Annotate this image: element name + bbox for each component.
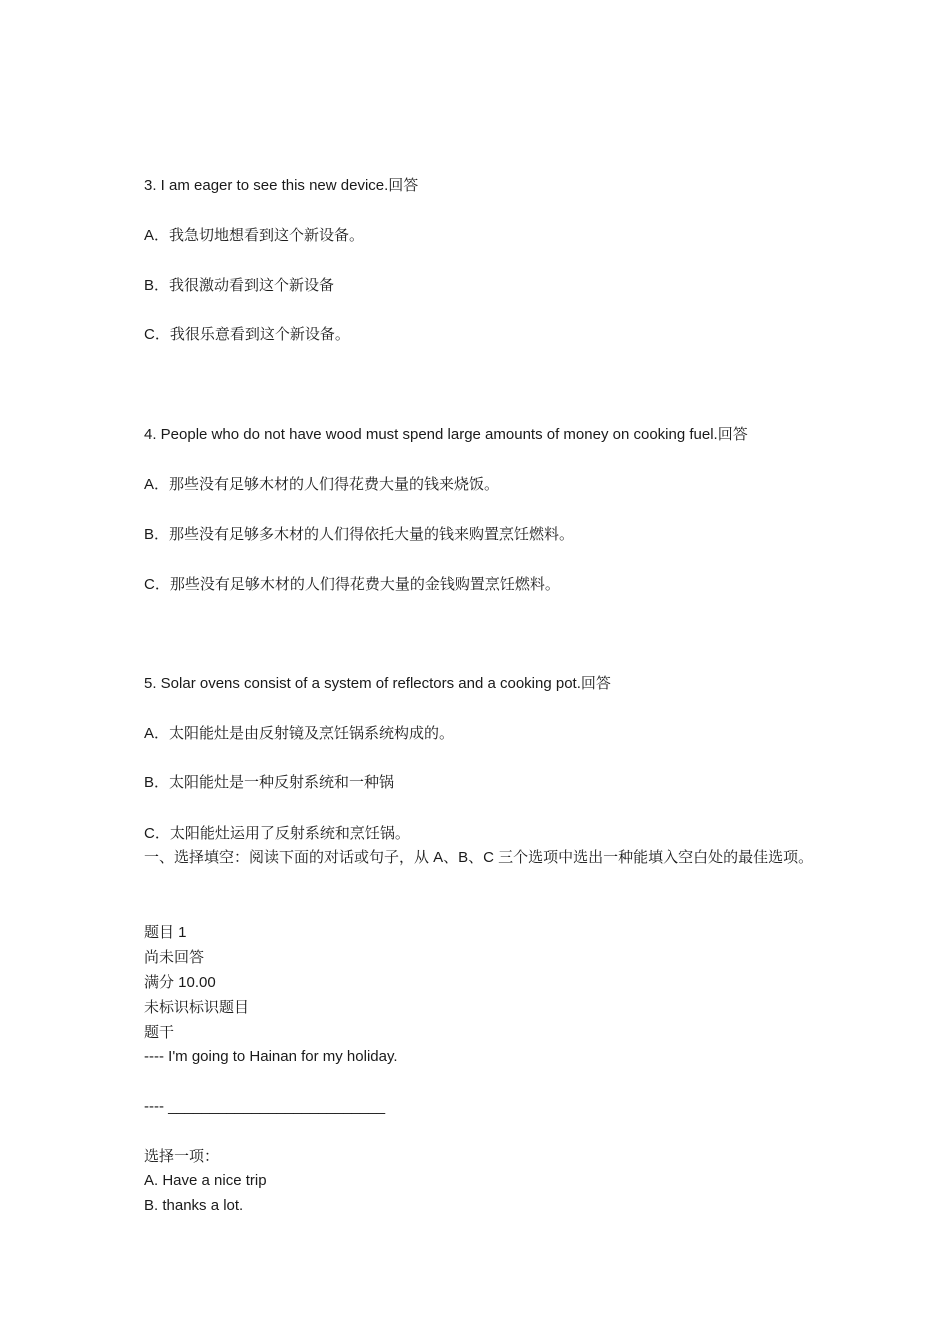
item-status: 尚未回答 [144, 949, 205, 966]
question-5-prompt: 5. Solar ovens consist of a system of reflectors and a cooking pot.回答 [144, 675, 611, 692]
item-dialogue-blank: ---- __________________________ [144, 1098, 386, 1115]
item-stem-label: 题干 [144, 1024, 175, 1041]
item-option-b[interactable]: B. thanks a lot. [144, 1197, 244, 1214]
item-choose-label: 选择一项： [144, 1148, 220, 1165]
question-5-option-c: C．太阳能灶运用了反射系统和烹饪锅。 [144, 825, 410, 842]
item-option-a[interactable]: A. Have a nice trip [144, 1172, 267, 1189]
item-flag-link[interactable]: 未标识标识题目 [144, 999, 250, 1016]
item-dialogue-line-1: ---- I'm going to Hainan for my holiday. [144, 1048, 398, 1065]
question-4-option-b: B．那些没有足够多木材的人们得依托大量的钱来购置烹饪燃料。 [144, 526, 575, 543]
section-heading: 一、选择填空：阅读下面的对话或句子，从 A、B、C 三个选项中选出一种能填入空白处的最佳选项。 [144, 849, 814, 866]
question-3-option-b: B．我很激动看到这个新设备 [144, 277, 335, 294]
question-4-prompt: 4. People who do not have wood must spend large amounts of money on cooking fuel.回答 [144, 426, 748, 443]
question-4-option-c: C．那些没有足够木材的人们得花费大量的金钱购置烹饪燃料。 [144, 576, 560, 593]
question-5-option-a: A．太阳能灶是由反射镜及烹饪锅系统构成的。 [144, 725, 455, 742]
question-4-option-a: A．那些没有足够木材的人们得花费大量的钱来烧饭。 [144, 476, 500, 493]
item-number: 题目 1 [144, 924, 187, 941]
question-3-option-a: A．我急切地想看到这个新设备。 [144, 227, 365, 244]
question-5-option-b: B．太阳能灶是一种反射系统和一种锅 [144, 774, 395, 791]
question-3-option-c: C．我很乐意看到这个新设备。 [144, 326, 350, 343]
question-3-prompt: 3. I am eager to see this new device.回答 [144, 177, 419, 194]
item-score: 满分 10.00 [144, 974, 216, 991]
